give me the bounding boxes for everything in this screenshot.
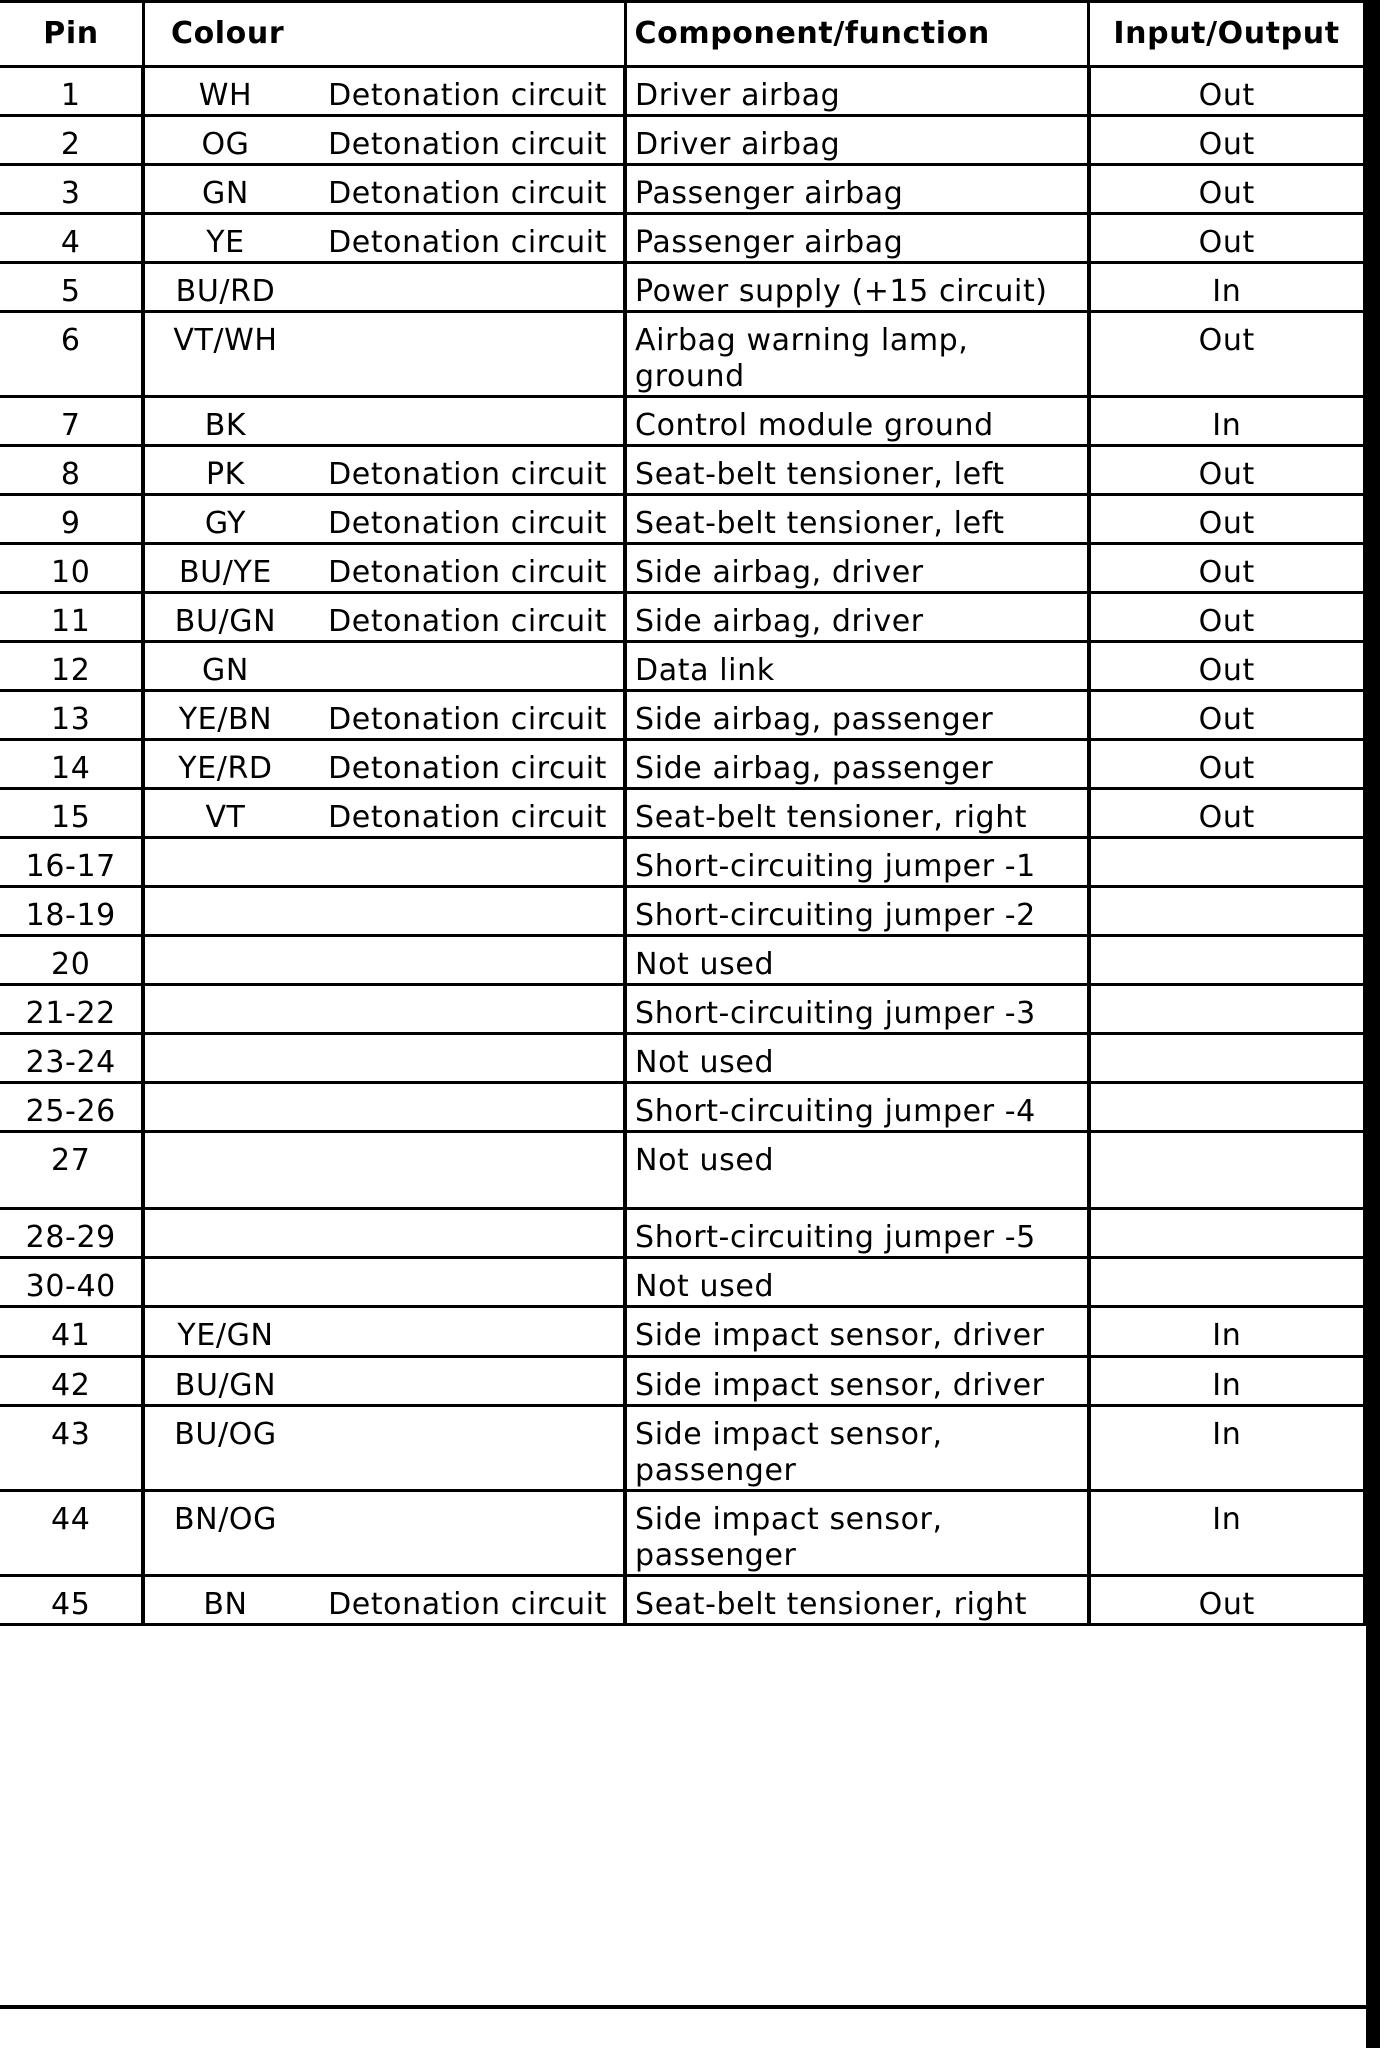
table-row: [0, 936, 1365, 985]
pin-cell: 20: [0, 936, 143, 985]
colour-cell: [143, 214, 625, 263]
colour-cell: [143, 67, 625, 116]
table-row: [0, 1209, 1365, 1258]
function-cell: Power supply (+15 circuit): [625, 263, 1089, 312]
table-row: [0, 642, 1365, 691]
table-body: [0, 67, 1365, 1625]
colour-cell: [143, 838, 625, 887]
colour-cell: [143, 1576, 625, 1625]
function-cell: Side airbag, passenger: [625, 740, 1089, 789]
function-cell: Short-circuiting jumper -2: [625, 887, 1089, 936]
pin-cell: 6: [0, 312, 143, 397]
pin-cell: 16-17: [0, 838, 143, 887]
colour-cell: [143, 495, 625, 544]
function-cell: Control module ground: [625, 397, 1089, 446]
wire-colour-code: BN: [203, 1587, 248, 1622]
pin-cell: 30-40: [0, 1258, 143, 1307]
input-output-cell: Out: [1089, 740, 1365, 789]
function-cell: Side impact sensor, driver: [625, 1357, 1089, 1406]
input-output-cell: Out: [1089, 116, 1365, 165]
table-row: [0, 67, 1365, 116]
pin-cell: 18-19: [0, 887, 143, 936]
right-border-bar: [1366, 0, 1380, 2048]
colour-cell: [143, 1209, 625, 1258]
input-output-cell: Out: [1089, 1576, 1365, 1625]
function-cell: Data link: [625, 642, 1089, 691]
circuit-note: Detonation circuit: [328, 457, 608, 492]
header-row: [0, 2, 1365, 67]
function-cell: Side impact sensor, driver: [625, 1307, 1089, 1357]
header-input-output: Input/Output: [1089, 2, 1365, 67]
function-cell: Driver airbag: [625, 116, 1089, 165]
table-row: [0, 1034, 1365, 1083]
pin-cell: 2: [0, 116, 143, 165]
function-cell: Side impact sensor, passenger: [625, 1491, 1089, 1576]
function-cell: Seat-belt tensioner, right: [625, 789, 1089, 838]
wire-colour-code: YE/GN: [177, 1318, 274, 1353]
function-cell: Short-circuiting jumper -5: [625, 1209, 1089, 1258]
pin-cell: 27: [0, 1132, 143, 1209]
table-row: [0, 544, 1365, 593]
header-pin: Pin: [0, 2, 143, 67]
table-row: [0, 838, 1365, 887]
colour-cell: [143, 116, 625, 165]
input-output-cell: Out: [1089, 691, 1365, 740]
function-cell: Not used: [625, 1034, 1089, 1083]
pin-cell: 14: [0, 740, 143, 789]
wire-colour-code: YE/BN: [178, 702, 273, 737]
pin-cell: 45: [0, 1576, 143, 1625]
function-cell: Seat-belt tensioner, left: [625, 446, 1089, 495]
function-cell: Side airbag, driver: [625, 593, 1089, 642]
circuit-note: Detonation circuit: [328, 555, 608, 590]
input-output-cell: In: [1089, 263, 1365, 312]
input-output-cell: In: [1089, 1357, 1365, 1406]
pin-cell: 25-26: [0, 1083, 143, 1132]
input-output-cell: Out: [1089, 544, 1365, 593]
wire-colour-code: GN: [202, 653, 249, 688]
colour-cell: [143, 446, 625, 495]
table-row: [0, 312, 1365, 397]
pin-cell: 28-29: [0, 1209, 143, 1258]
wire-colour-code: BU/RD: [175, 274, 276, 309]
function-cell: Passenger airbag: [625, 214, 1089, 263]
table-row: [0, 1258, 1365, 1307]
pin-cell: 5: [0, 263, 143, 312]
table-row: [0, 691, 1365, 740]
table-row: [0, 740, 1365, 789]
input-output-cell: Out: [1089, 312, 1365, 397]
function-cell: Not used: [625, 1132, 1089, 1209]
pin-cell: 8: [0, 446, 143, 495]
pin-cell: 21-22: [0, 985, 143, 1034]
function-cell: Not used: [625, 1258, 1089, 1307]
colour-cell: [143, 740, 625, 789]
colour-cell: [143, 263, 625, 312]
header-colour: Colour: [143, 2, 625, 67]
circuit-note: Detonation circuit: [328, 800, 608, 835]
wire-colour-code: GN: [202, 176, 249, 211]
pin-cell: 4: [0, 214, 143, 263]
function-cell: Side airbag, driver: [625, 544, 1089, 593]
colour-cell: [143, 887, 625, 936]
table-row: [0, 789, 1365, 838]
colour-cell: [143, 312, 625, 397]
bottom-border-rule: [0, 2005, 1366, 2009]
table-row: [0, 495, 1365, 544]
colour-cell: [143, 544, 625, 593]
table-row: [0, 1083, 1365, 1132]
circuit-note: Detonation circuit: [328, 176, 608, 211]
wire-colour-code: WH: [198, 78, 253, 113]
input-output-cell: Out: [1089, 165, 1365, 214]
pin-cell: 7: [0, 397, 143, 446]
input-output-cell: [1089, 838, 1365, 887]
input-output-cell: [1089, 1034, 1365, 1083]
input-output-cell: Out: [1089, 642, 1365, 691]
wire-colour-code: BU/OG: [174, 1417, 277, 1452]
input-output-cell: [1089, 1132, 1365, 1209]
function-cell: Side impact sensor, passenger: [625, 1406, 1089, 1491]
pin-cell: 3: [0, 165, 143, 214]
colour-cell: [143, 1491, 625, 1576]
table-row: [0, 1576, 1365, 1625]
function-cell: Driver airbag: [625, 67, 1089, 116]
colour-cell: [143, 642, 625, 691]
input-output-cell: Out: [1089, 495, 1365, 544]
pin-cell: 1: [0, 67, 143, 116]
colour-cell: [143, 789, 625, 838]
circuit-note: Detonation circuit: [328, 702, 608, 737]
input-output-cell: [1089, 1083, 1365, 1132]
circuit-note: Detonation circuit: [328, 78, 608, 113]
table-row: [0, 446, 1365, 495]
table-row: [0, 1406, 1365, 1491]
input-output-cell: Out: [1089, 789, 1365, 838]
colour-cell: [143, 1258, 625, 1307]
table-row: [0, 116, 1365, 165]
function-cell: Short-circuiting jumper -1: [625, 838, 1089, 887]
input-output-cell: Out: [1089, 593, 1365, 642]
input-output-cell: [1089, 936, 1365, 985]
pin-cell: 11: [0, 593, 143, 642]
input-output-cell: [1089, 985, 1365, 1034]
table-row: [0, 593, 1365, 642]
colour-cell: [143, 691, 625, 740]
circuit-note: Detonation circuit: [328, 127, 608, 162]
table-row: [0, 397, 1365, 446]
colour-cell: [143, 985, 625, 1034]
function-cell: Short-circuiting jumper -3: [625, 985, 1089, 1034]
table-row: [0, 263, 1365, 312]
table-row: [0, 887, 1365, 936]
colour-cell: [143, 1132, 625, 1209]
pin-cell: 13: [0, 691, 143, 740]
wire-colour-code: YE: [206, 225, 245, 260]
colour-cell: [143, 1307, 625, 1357]
pin-cell: 10: [0, 544, 143, 593]
function-cell: Seat-belt tensioner, left: [625, 495, 1089, 544]
circuit-note: Detonation circuit: [328, 751, 608, 786]
table-row: [0, 214, 1365, 263]
function-cell: Airbag warning lamp, ground: [625, 312, 1089, 397]
circuit-note: Detonation circuit: [328, 225, 608, 260]
wire-colour-code: BN/OG: [173, 1502, 277, 1537]
input-output-cell: Out: [1089, 67, 1365, 116]
wire-colour-code: PK: [205, 457, 245, 492]
header-function: Component/function: [625, 2, 1089, 67]
colour-cell: [143, 165, 625, 214]
wire-colour-code: OG: [201, 127, 250, 162]
function-cell: Seat-belt tensioner, right: [625, 1576, 1089, 1625]
wire-colour-code: BU/GN: [174, 604, 277, 639]
input-output-cell: Out: [1089, 446, 1365, 495]
input-output-cell: In: [1089, 1491, 1365, 1576]
input-output-cell: [1089, 1209, 1365, 1258]
wire-colour-code: GY: [204, 506, 247, 541]
table-row: [0, 1357, 1365, 1406]
wire-colour-code: YE/RD: [178, 751, 273, 786]
pin-cell: 42: [0, 1357, 143, 1406]
pin-cell: 41: [0, 1307, 143, 1357]
function-cell: Not used: [625, 936, 1089, 985]
table-row: [0, 1132, 1365, 1209]
colour-cell: [143, 397, 625, 446]
colour-cell: [143, 1406, 625, 1491]
wire-colour-code: BU/YE: [179, 555, 272, 590]
table-row: [0, 165, 1365, 214]
pin-cell: 12: [0, 642, 143, 691]
input-output-cell: [1089, 1258, 1365, 1307]
pin-cell: 23-24: [0, 1034, 143, 1083]
circuit-note: Detonation circuit: [328, 604, 608, 639]
input-output-cell: In: [1089, 397, 1365, 446]
colour-cell: [143, 936, 625, 985]
pin-cell: 15: [0, 789, 143, 838]
wire-colour-code: BK: [204, 408, 247, 443]
pin-cell: 44: [0, 1491, 143, 1576]
pin-cell: 9: [0, 495, 143, 544]
input-output-cell: In: [1089, 1307, 1365, 1357]
table-row: [0, 1307, 1365, 1357]
colour-cell: [143, 1083, 625, 1132]
input-output-cell: Out: [1089, 214, 1365, 263]
colour-cell: [143, 1357, 625, 1406]
function-cell: Short-circuiting jumper -4: [625, 1083, 1089, 1132]
table-row: [0, 985, 1365, 1034]
wire-colour-code: VT/WH: [173, 323, 278, 358]
pin-cell: 43: [0, 1406, 143, 1491]
circuit-note: Detonation circuit: [328, 1587, 608, 1622]
table-row: [0, 1491, 1365, 1576]
input-output-cell: In: [1089, 1406, 1365, 1491]
input-output-cell: [1089, 887, 1365, 936]
colour-cell: [143, 593, 625, 642]
wire-colour-code: BU/GN: [174, 1368, 277, 1403]
circuit-note: Detonation circuit: [328, 506, 608, 541]
function-cell: Side airbag, passenger: [625, 691, 1089, 740]
colour-cell: [143, 1034, 625, 1083]
function-cell: Passenger airbag: [625, 165, 1089, 214]
wire-colour-code: VT: [205, 800, 246, 835]
